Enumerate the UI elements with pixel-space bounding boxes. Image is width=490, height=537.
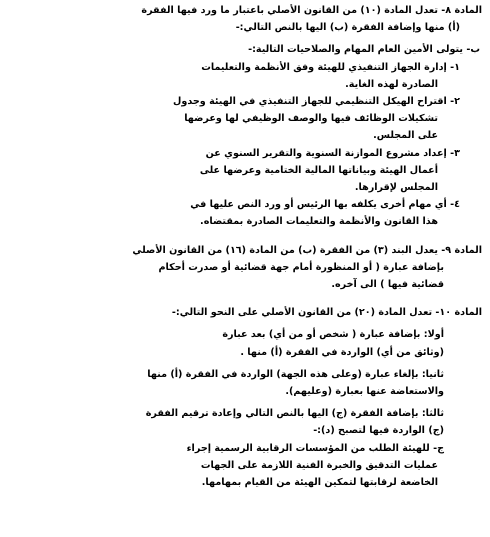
item-3-line-1: ٣- إعداد مشروع الموازنة السنوية والتقرير السنوي عن [205, 147, 460, 159]
article-10 [10, 304, 482, 491]
clause-first-line-1: أولا: بإضافة عبارة ( شخص أو من أي) بعد عبارة [222, 329, 444, 341]
clause-third-line-1: ثالثا: بإضافة الفقرة (ج) اليها بالنص التالي وإعادة ترقيم الفقرة [145, 408, 444, 420]
article-9 [10, 242, 482, 294]
clause-third-line-2: (ج) الواردة فيها لتصبح (د):- [313, 425, 444, 437]
clause-first-line-2: (وثائق من أي) الواردة في الفقرة (أ) منها . [240, 346, 444, 358]
paragraph-c-line-1: ج- للهيئة الطلب من المؤسسات الرقابية الرسمية إجراء [186, 442, 444, 454]
article-8-line-1: المادة ٨- تعدل المادة (١٠) من القانون الأصلي باعتبار ما ورد فيها الفقرة [141, 5, 482, 16]
item-3-line-2: أعمال الهيئة وبياناتها المالية الختامية وعرضها على [199, 164, 438, 176]
item-1-line-2: الصادرة لهذه الغاية. [345, 78, 438, 90]
item-4-line-1: ٤- أي مهام أخرى يكلفه بها الرئيس أو ورد النص عليها في [190, 199, 460, 211]
article-8-line-2: (أ) منها وإضافة الفقرة (ب) اليها بالنص التالي:- [235, 22, 460, 34]
article-9-line-1: المادة ٩- يعدل البند (٣) من الفقرة (ب) من المادة (١٦) من القانون الأصلي [132, 244, 482, 256]
article-9-line-3: قضائية فيها ) الى آخره. [331, 279, 444, 291]
article-9-line-2: بإضافة عبارة ( أو المنظورة أمام جهة قضائية أو صدرت أحكام [158, 261, 444, 273]
article-8 [10, 2, 482, 231]
item-3-line-3: المجلس لإقرارها. [354, 182, 438, 194]
paragraph-b-heading: ب- يتولى الأمين العام المهام والصلاحيات التالية:- [248, 44, 480, 56]
article-10-line-1: المادة ١٠- تعدل المادة (٢٠) من القانون الأصلي على النحو التالي:- [171, 307, 482, 319]
item-2-line-3: على المجلس. [373, 130, 438, 142]
clause-second-line-1: ثانيا: بإلغاء عبارة (وعلى هذه الجهة) الواردة في الفقرة (أ) منها [147, 368, 444, 380]
item-1-line-1: ١- إدارة الجهاز التنفيذي للهيئة وفق الأنظمة والتعليمات [201, 61, 460, 73]
item-2-line-1: ٢- اقتراح الهيكل التنظيمي للجهاز التنفيذي في الهيئة وجدول [173, 96, 460, 108]
paragraph-c-line-3: الخاضعة لرقابتها لتمكين الهيئة من القيام بمهامها. [201, 477, 438, 489]
paragraph-c-line-2: عمليات التدقيق والخبرة الفنية اللازمة على الجهات [200, 459, 438, 471]
item-2-line-2: تشكيلات الوظائف فيها والوصف الوظيفي لها وعرضها [184, 113, 438, 125]
legal-document [10, 2, 482, 491]
clause-second-line-2: والاستعاضة عنها بعبارة (وعليهم). [285, 386, 444, 398]
item-4-line-2: هذا القانون والأنظمة والتعليمات الصادرة بمقتضاه. [200, 216, 438, 228]
